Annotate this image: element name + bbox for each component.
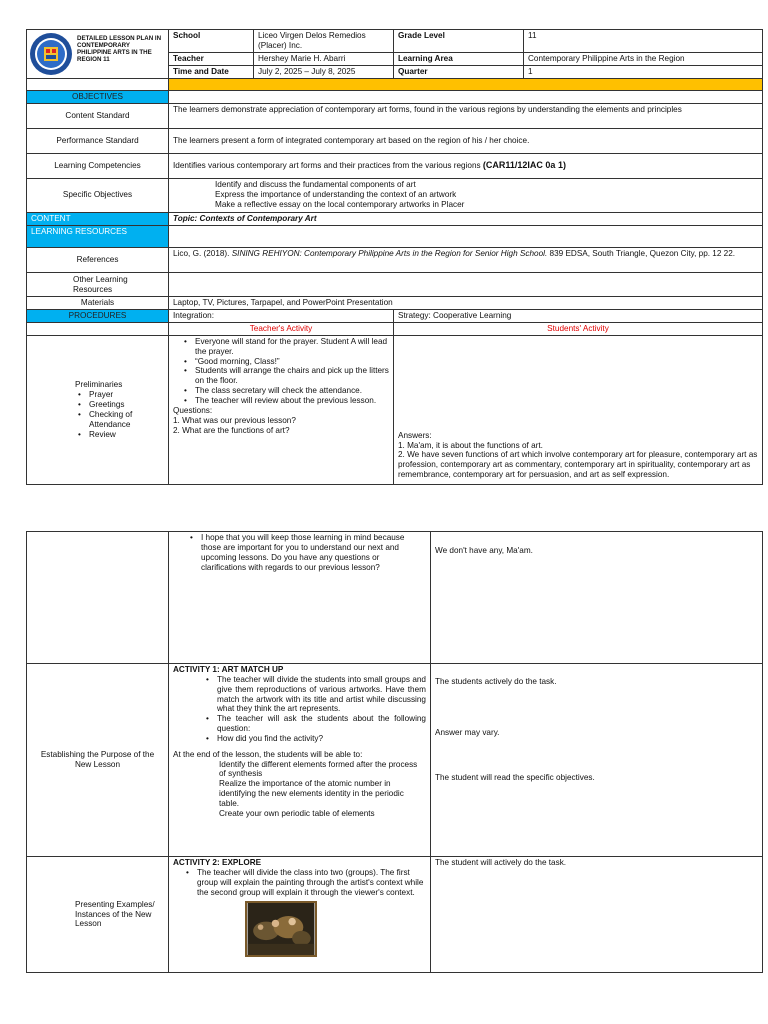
- content-standard-text: The learners demonstrate appreciation of contemporary art forms, found in the various regions by understanding the elements and principles: [169, 103, 763, 128]
- activity2-teacher-cell: [169, 857, 431, 973]
- preliminaries-label: Preliminaries: [75, 380, 123, 390]
- establishing-purpose-label: Establishing the Purpose of the New Lesson: [27, 664, 169, 857]
- activity1-objective: Create your own periodic table of elements: [219, 808, 375, 818]
- performance-standard-label: Performance Standard: [27, 128, 169, 153]
- content-standard-label: Content Standard: [27, 103, 169, 128]
- question-item: 2. What are the functions of art?: [173, 425, 290, 435]
- activity1-objective: Identify the different elements formed after the process of synthesis: [219, 759, 418, 779]
- quarter-value: 1: [524, 65, 763, 78]
- list-item: • Students will arrange the chairs and pick up the litters on the floor.: [181, 366, 389, 386]
- activity1-student-cell: [431, 664, 763, 857]
- list-item: • Greetings: [75, 400, 164, 410]
- grade-level-value: 11: [524, 30, 763, 53]
- learning-resources-heading: LEARNING RESOURCES: [27, 225, 169, 247]
- preliminaries-cell: [27, 335, 169, 484]
- activity1-student-response: The students actively do the task.: [435, 677, 557, 686]
- other-resources-label: Other Learning Resources: [27, 272, 169, 297]
- list-item: • How did you find the activity?: [203, 734, 426, 744]
- list-item: • The teacher will divide the class into two (groups). The first group will explain the painting through the artist's context while the second group will explain it through the viewer's context.: [183, 868, 426, 898]
- answer-item: 1. Ma'am, it is about the functions of art.: [398, 440, 543, 450]
- learning-competencies-cell: [169, 153, 763, 178]
- questions-label: Questions:: [173, 405, 213, 415]
- activity1-teacher-cell: [169, 664, 431, 857]
- objective-item: Identify and discuss the fundamental components of art: [215, 179, 416, 189]
- learning-area-label: Learning Area: [394, 52, 524, 65]
- list-item: • The teacher will review about the previous lesson.: [181, 396, 389, 406]
- references-label: References: [27, 247, 169, 272]
- question-item: 1. What was our previous lesson?: [173, 415, 296, 425]
- learning-area-value: Contemporary Philippine Arts in the Region: [524, 52, 763, 65]
- materials-label: Materials: [27, 297, 169, 310]
- activity1-student-response: Answer may vary.: [435, 727, 500, 737]
- topic-text: Topic: Contexts of Contemporary Art: [169, 212, 763, 225]
- reference-author: Lico, G. (2018).: [173, 248, 230, 258]
- objective-item: Make a reflective essay on the local contemporary artworks in Placer: [215, 199, 465, 209]
- preliminaries-student-cell: [394, 335, 763, 484]
- activity1-objective: Realize the importance of the atomic number in identifying the new elements identity in the periodic table.: [219, 779, 404, 808]
- activity2-title: ACTIVITY 2: EXPLORE: [173, 858, 262, 867]
- activity1-title: ACTIVITY 1: ART MATCH UP: [173, 665, 284, 674]
- teacher-label: Teacher: [169, 52, 254, 65]
- specific-objectives-label: Specific Objectives: [27, 178, 169, 212]
- header-logo-cell: [27, 30, 169, 79]
- student-activity-heading: Students' Activity: [394, 323, 763, 336]
- document-title: DETAILED LESSON PLAN IN CONTEMPORARY PHILIPPINE ARTS IN THE REGION 11: [77, 35, 162, 64]
- time-date-label: Time and Date: [169, 65, 254, 78]
- preliminaries-teacher-cell: [169, 335, 394, 484]
- lesson-plan-page-2: [26, 531, 763, 973]
- quarter-label: Quarter: [394, 65, 524, 78]
- activity1-student-response: The student will read the specific objectives.: [435, 772, 595, 782]
- list-item: • Review: [75, 430, 164, 440]
- list-item: • The class secretary will check the attendance.: [181, 386, 389, 396]
- grade-level-label: Grade Level: [394, 30, 524, 53]
- list-item: • “Good morning, Class!”: [181, 357, 389, 367]
- objective-item: Express the importance of understanding the context of an artwork: [215, 189, 457, 199]
- list-item: • Everyone will stand for the prayer. Student A will lead the prayer.: [181, 337, 389, 357]
- learning-competencies-text: Identifies various contemporary art forms and their practices from the various regions: [173, 161, 481, 171]
- learning-competencies-label: Learning Competencies: [27, 153, 169, 178]
- specific-objectives-list: [169, 178, 763, 212]
- header-yellow-band: [169, 79, 763, 91]
- activity2-student-text: The student will actively do the task.: [431, 857, 763, 973]
- painting-image: [245, 901, 317, 957]
- list-item: • The teacher will divide the students into small groups and give them reproductions of various artworks. Have them match the artwork with its title and artist while discussing what they think the art represents.: [203, 675, 426, 714]
- activity1-end-text: At the end of the lesson, the students will be able to:: [173, 749, 363, 759]
- reference-title: SINING REHIYON: Contemporary Philippine Arts in the Region for Senior High School.: [231, 248, 548, 258]
- school-value: Liceo Virgen Delos Remedios (Placer) Inc.: [254, 30, 394, 53]
- presenting-examples-label: Presenting Examples/ Instances of the New Lesson: [27, 857, 169, 973]
- answers-label: Answers:: [398, 430, 432, 440]
- review-student-text: We don't have any, Ma'am.: [431, 532, 763, 664]
- procedures-heading: PROCEDURES: [27, 310, 169, 323]
- lesson-plan-page-1: [26, 29, 763, 485]
- school-label: School: [169, 30, 254, 53]
- list-item: • The teacher will ask the students about the following question:: [203, 714, 426, 734]
- teacher-activity-heading: Teacher's Activity: [169, 323, 394, 336]
- list-item: • Prayer: [75, 390, 164, 400]
- integration-text: Integration:: [169, 310, 394, 323]
- answer-item: 2. We have seven functions of art which involve contemporary art for pleasure, contemporary art as profession, contemporary art as commentary, contemporary art in spirituality, contemporary art as remembrance, contemporary art for persuasion, and art as self expression.: [398, 450, 758, 480]
- references-cell: [169, 247, 763, 272]
- materials-text: Laptop, TV, Pictures, Tarpapel, and PowerPoint Presentation: [169, 297, 763, 310]
- content-heading: CONTENT: [27, 212, 169, 225]
- teacher-value: Hershey Marie H. Abarri: [254, 52, 394, 65]
- review-teacher-cell: [169, 532, 431, 664]
- strategy-text: Strategy: Cooperative Learning: [394, 310, 763, 323]
- list-item: • Checking of Attendance: [75, 410, 164, 430]
- list-item: • I hope that you will keep those learning in mind because those are important for you to understand our next and upcoming lessons. Do you have any questions or clarifications with regards to our previous lesson?: [187, 533, 426, 572]
- time-date-value: July 2, 2025 – July 8, 2025: [254, 65, 394, 78]
- competency-code: (CAR11/12IAC 0a 1): [482, 160, 566, 171]
- objectives-heading: OBJECTIVES: [27, 91, 169, 104]
- school-seal-icon: [29, 32, 73, 76]
- preliminaries-list: [75, 390, 164, 439]
- reference-publisher: 839 EDSA, South Triangle, Quezon City, pp. 12 22.: [549, 248, 736, 258]
- performance-standard-text: The learners present a form of integrated contemporary art based on the region of his / her choice.: [169, 128, 763, 153]
